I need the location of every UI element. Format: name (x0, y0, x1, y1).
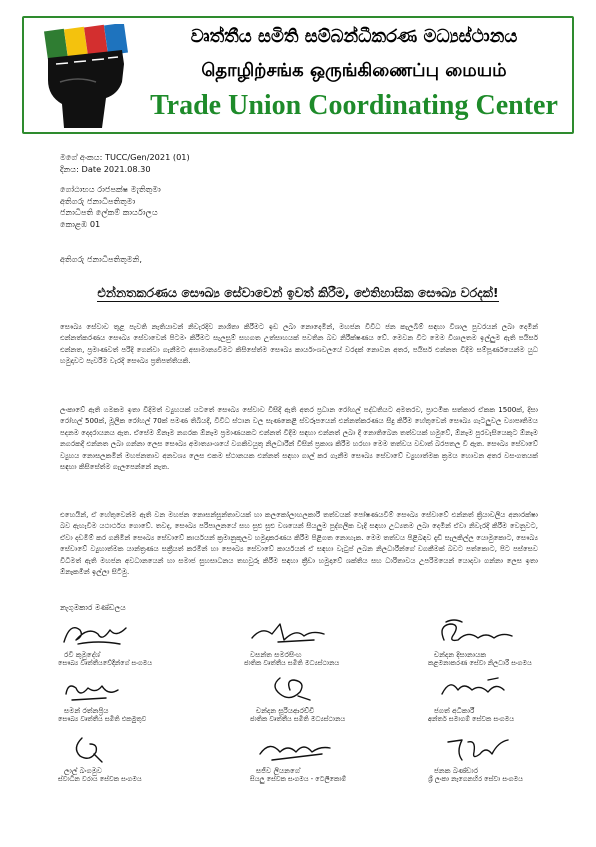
signature-block (58, 672, 218, 724)
signatory-org: ජාතික වෘත්තීය සමිති මධ්‍යස්ථානය (250, 715, 346, 723)
date-label: දිනය: (60, 164, 79, 174)
handwritten-signature (250, 732, 340, 766)
handwritten-signature (428, 616, 518, 650)
signature-block (428, 616, 588, 668)
signature-block (58, 732, 218, 784)
reference-label: මගේ අංකය: (60, 152, 103, 162)
handwritten-signature (58, 616, 148, 650)
signature-block (244, 616, 404, 668)
signature-block (250, 672, 410, 724)
signatory-name: ජනක බණ්ඩාර (434, 766, 479, 775)
subject-text: එන්නතකරණය සෞඛ්‍ය සේවාවෙන් ඉවත් කිරීම, ඓතිහාසික සෞඛ්‍ය වරදක්! (97, 285, 499, 300)
subject-heading (40, 285, 556, 301)
body-paragraph-1: සෞඛ්‍ය සේවාව තුළ පැවති නැතියාවන් නිවැරදිව නාශිතා කිරීමට ඉඩ ලබා නොදෙමින්, මහජන විවිධ ජන කැලබීම් සඳහා විශාල පුවරයන් ලබා දෙමින් එන්නත්කරණය සෞඛ්‍ය සේවාවෙන් පිටමං කිරීමට සැලසුම් සහගත උත්සාහයක් පවතින බව නිරීක්ෂණය වේ. මෙවන විට මෙම විශාලතම ඉල්ලුම ඇති පයිසර් එන්නත, ප්‍රමාණවත් පරිදි ගෙන්වා ගැනීමට අසාමාන්‍යවීමට කිසිසේත්ම සෞඛ්‍ය කාර්යාංශවලයේ වරදක් නොවන අතර, පයිසර් එන්නත විදීම සම්පූර්ණයෙන්ම යුධ හමුදාවට පැවරීම වැරදි සෞඛ්‍ය ප්‍රතිපත්තියකි. (60, 322, 538, 366)
reference-line (60, 152, 190, 163)
signature-block (428, 732, 588, 784)
signatory-name: ලාල් බංගමුව (64, 766, 103, 775)
signatory-org: සෞඛ්‍ය වෘත්තීයවේදීන්ගේ සංගමය (58, 659, 153, 667)
signatory-name: සජිව ලියනගේ (256, 766, 301, 775)
addressee-line: කොළඹ 01 (60, 218, 101, 229)
signatory-name: චන්දන දිසානායක (434, 650, 487, 659)
signatory-name: චන්දන සූරියආරච්චි (256, 706, 315, 715)
handwritten-signature (244, 616, 334, 650)
salutation: අතිගරු ජනාධිපතිතුමනි, (60, 254, 142, 264)
letterhead (22, 16, 574, 134)
fist-logo-icon (38, 24, 132, 130)
signatory-org: සියලු සේවක සංගමය - ටෙලිකොම් (250, 775, 347, 783)
org-name-tamil: தொழிற்சங்க ஒருங்கிணைப்பு மையம் (201, 60, 507, 81)
handwritten-signature (58, 732, 148, 766)
addressee-line: අතිගරු ජනාධිපතිතුමා (60, 195, 136, 206)
signatory-name: වසන්ත සමරසිංහ (250, 650, 302, 659)
org-name-english: Trade Union Coordinating Center (150, 90, 558, 121)
body-paragraph-2: ලංකාවේ ඇති ගමකම ඉතා විදිමත් ව්‍යුහයක් යටතේ සෞඛ්‍ය සේවාව විසිදී ඇති අතර ප්‍රධාන රෝහල් පද්ධතියට අමතරව, ප්‍රාථමික සත්කාර ඒකක 1500ක්, දිසා රෝහල් 500ක්, මූලික රෝහල් 70ක් පමණ තිබියදී, විවිධ ස්ථාන වල සැණකෙළි ස්වරූපයෙන් එන්නත්කරණය සිදු කිරීම හේතුවෙන් සෞඛ්‍ය ගැටලුවල ව්‍යාපෘතිමය පදනම දෙදරායනය ඇත. ඒසේම ඕනෑම නගරක ඕනෑම ප්‍රමාණයකට එන්නත් විදීම සඳහා එන්නත් ලබා දී නොතිබෙන තත්වයක් හමුවේ, ඕනෑම පුරවැසියෙකුට ඕනෑම නගරකදී එන්නත ලබා ගන්නා ලෙස සෞඛ්‍ය අමාත්‍යාංශයේ වගකිවයුතු නිලධාරීන් විසින් ප්‍රකාශ කිරීම හරහා මෙම තත්වය වඩාත් බරපතල වී ඇත. සෞඛ්‍ය සේවාවේ ව්‍යුහය නොසලකමින් මහජනතාව අනවශ්‍ය ලෙස එකම ස්ථානයක එන්නත් සඳහා ගාල් කර ගැනීම සෞඛ්‍ය සේවාවේ ව්‍යුහාත්මක ක්‍රමය හොවන අතර වසංගතයක් සඳහා කිසිසේත්ම ගැලපෙන්නේ නැත. (60, 405, 538, 472)
signatory-name: සමන් රත්නප්‍රිය (64, 706, 109, 715)
addressee-line: ජනාධිපති ලේකම් කාර්යාලය (60, 207, 158, 217)
handwritten-signature (428, 732, 518, 766)
reference-value: TUCC/Gen/2021 (01) (104, 152, 190, 162)
signatory-org: සෞඛ්‍ය වෘත්තීය සමිති එකමුතුව (58, 715, 147, 723)
signatory-org: ශ්‍රී ලංකා නැගෙනහිර සේවා සංගමය (428, 775, 524, 783)
signatory-name: ජගත් අධිකාරී (434, 706, 475, 715)
signatory-org: ස්වාධීන වරාය සේවක සංගමය (58, 775, 142, 783)
handwritten-signature (428, 672, 518, 706)
addressee-line: ගෝඨාභය රාජපක්ෂ මැතිතුමා (60, 184, 161, 194)
signature-block (428, 672, 588, 724)
org-name-sinhala: වෘත්තීය සමිති සම්බන්ධීකරණ මධ්‍යස්ථානය (190, 26, 518, 47)
body-paragraph-3: එහෙයින්, ඒ හේතුවෙන්ම ඇති වන මහජන නොසන්සුන්තාවයක් හා කලකෝලාහලකාරී තත්වයක් පෝෂණයවීම් සෞඛ්‍ය සේවාවේ එන්නත් ක්‍රියාවලිය අනාරක්ෂා බව ඇහැවීම යථාර්ථය ගොවේ. තවද, සෞඛ්‍ය පරිපාලනයේ සහ සුළු සුළු වශයෙන් සියලුම පුද්ගලික වැදි සඳහා උධ්‍යතම ලබා දෙමින් ඒවා නිවැරදි කිරීම වෙනුවට, ඒවා දඩමීම් කර ගනිමින් සෞඛ්‍ය සේවාවේ කාර්යයන් ක්‍රමානුකූලව හමුදාකරණය කිරීම පිළිගත නොහැක. මෙම තත්වය පිළිබඳව දැඩි සැලකිල්ල යොමුකොට, සෞඛ්‍ය සේවාවේ ව්‍යුහාත්මක යාන්ත්‍රණය සක්‍රීයත් කරමින් හා සෞඛ්‍ය සේවාවේ කාර්යයන් ඒ සඳහා වැටුප් ලබන නිලධාරීන්ගේ වගකීමක් බවට පත්කොට, පිට පස්සෙව විධිමත් ඇති මහජන අවධානයෙන් හා සමාජ සුහසාධනය තහවුරු කිරීම සඳහා ක්‍රීඩා හමුදාවේ ශක්තිය සහ ධාරිතාවය උපරිමයෙන් යොදවා ගන්නා ලෙස ඉතා ඕනෑකමින් ඉල්ලා සිටිමු. (60, 510, 538, 577)
signature-block (58, 616, 218, 668)
handwritten-signature (58, 672, 148, 706)
signatory-org: කළමනාකරණ සේවා නිලධාරී සංගමය (428, 659, 532, 667)
signature-block (250, 732, 410, 784)
date-value: Date 2021.08.30 (81, 164, 151, 174)
signatory-org: ජාතික වෘත්තීය සමිති මධ්‍යස්ථානය (244, 659, 340, 667)
handwritten-signature (250, 672, 340, 706)
signatory-org: අන්තර් සමාගම් සේවක සංගමය (428, 715, 515, 723)
addressee-block (60, 184, 161, 230)
signatory-name: රවී කුමුදේශ් (64, 650, 101, 659)
signatories-title: නැගුමකාර මණ්ඩලය (60, 603, 126, 612)
date-line (60, 164, 151, 175)
